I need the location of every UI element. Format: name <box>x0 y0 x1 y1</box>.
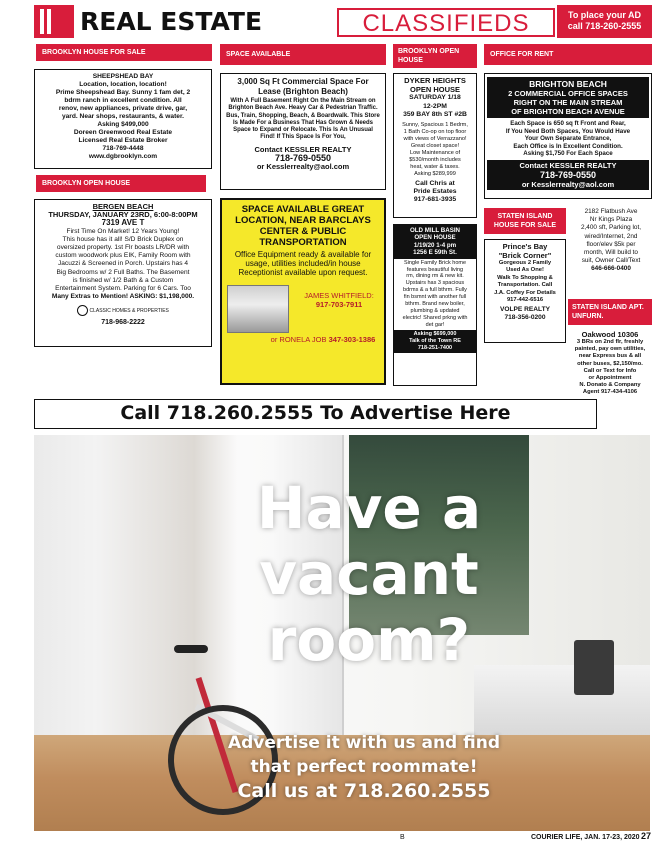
ad-line: Each Office is In Excellent Condition. <box>513 142 623 150</box>
ad-phone: 718-769-0550 <box>539 169 597 180</box>
ad-line: Upstairs has 3 spacious <box>405 280 465 287</box>
ad-line: Call or Text for Info <box>583 367 637 374</box>
ad-line: fin bsmnt with another full <box>403 294 467 301</box>
advertise-here-banner[interactable]: Call 718.260.2555 To Advertise Here <box>34 399 597 429</box>
section-header-si-house-sale: STATEN ISLAND HOUSE FOR SALE <box>484 208 566 234</box>
ad-line: Asking $289,999 <box>414 170 456 177</box>
classic-homes-logo <box>39 305 207 316</box>
ad-dyker-heights <box>393 73 477 218</box>
ad-line: Sunny, Spacious 1 Bedrm, <box>402 121 468 128</box>
ad-line: 917-442-6516 <box>506 297 544 304</box>
ad-line: near Express bus & all <box>578 353 642 360</box>
masthead <box>34 5 652 38</box>
building-photo <box>227 285 289 333</box>
side-table <box>474 665 650 735</box>
ad-line: J.A. Coffey For Details <box>494 289 556 296</box>
column-office-rent <box>484 44 652 396</box>
ad-email: or Kesslerrealty@aol.com <box>256 162 350 172</box>
ad-line: OPEN HOUSE <box>409 85 460 94</box>
ad-line: floor/elev $5k per <box>586 240 636 248</box>
contact-phone: 347-303-1386 <box>328 335 376 344</box>
promo-headline <box>154 475 584 673</box>
ad-line: OLD MILL BASIN <box>409 227 461 234</box>
ad-line: DYKER HEIGHTS <box>404 76 466 85</box>
ad-line: yard. Near shops, restaurants, & water. <box>61 113 185 120</box>
masthead-title: REAL ESTATE <box>80 7 263 36</box>
ad-line: 359 BAY 8th ST #2B <box>403 111 467 118</box>
ad-line: other buses, $2,150/mo. <box>577 360 643 367</box>
ad-address: 7319 AVE T <box>101 218 145 228</box>
section-header-office-rent: OFFICE FOR RENT <box>484 44 652 65</box>
ad-contacts <box>297 291 381 309</box>
ad-line: 718-769-4448 <box>102 145 144 152</box>
ad-phone: 718-968-2222 <box>101 319 145 327</box>
section-header-brooklyn-house-sale: BROOKLYN HOUSE FOR SALE <box>36 44 212 61</box>
contact-name: JAMES WHITFIELD: <box>304 291 374 300</box>
ad-line: Agent 917-434-4106 <box>582 389 638 396</box>
ad-line: 718-251-7400 <box>417 344 453 351</box>
ad-line: Call Chris at <box>415 179 455 187</box>
ad-line: Transportation. Call <box>497 282 553 289</box>
ad-line: www.dgbrooklyn.com <box>88 153 158 160</box>
ad-line: 2 COMMERCIAL OFFICE SPACES <box>508 89 628 98</box>
ad-head-block <box>394 225 476 259</box>
staten-island-house-col <box>484 208 566 343</box>
ad-line: renov, new appliances, private drive, gar, <box>58 105 188 112</box>
ad-line: OF BRIGHTON BEACH AVENUE <box>511 107 625 116</box>
ad-bergen-beach <box>34 199 212 347</box>
ad-body <box>394 259 476 330</box>
ad-line: Many Extras to Mention! ASKING: $1,198,000. <box>51 293 195 301</box>
ad-contact-2 <box>265 335 381 344</box>
ad-line: Talk of the Town RE <box>409 337 461 344</box>
masthead-subtitle: CLASSIFIEDS <box>337 8 555 37</box>
ad-line: bthrm. Brand new boiler, <box>405 301 465 308</box>
ad-line: with views of Verrazzano! <box>403 135 467 142</box>
ad-sheepshead-bay <box>34 69 212 169</box>
ad-body: Office Equipment ready & available for usage, utilities included/in house Receptionist available upon request. <box>234 250 372 277</box>
cta-line-2: call 718-260-2555 <box>567 21 642 31</box>
ad-line: Jacuzzi & Screened in Porch. Upstairs has 4 <box>57 260 189 268</box>
promo-subtext <box>154 731 574 803</box>
ad-email: or Kesslerrealty@aol.com <box>521 179 615 189</box>
vacant-room-promo <box>34 435 650 831</box>
sub-line: Call us at 718.260.2555 <box>237 780 491 802</box>
ad-date: THURSDAY, JANUARY 23RD, 6:00-8:00PM <box>48 210 198 220</box>
ad-line: OPEN HOUSE <box>414 234 456 242</box>
ad-line: BRIGHTON BEACH <box>529 79 607 89</box>
ad-line: RIGHT ON THE MAIN STREAM <box>513 98 623 107</box>
ad-line: This house has it all! S/D Brick Duplex on <box>62 235 184 243</box>
section-header-brooklyn-open-house-2: BROOKLYN OPEN HOUSE <box>393 44 477 68</box>
ad-line: 1256 E 59th St. <box>413 249 457 257</box>
ad-line: painted, pay own utilities, <box>574 346 646 353</box>
ad-line: Nr Kings Plaza <box>589 216 633 224</box>
ad-flatbush-ave <box>570 208 652 274</box>
ad-line: Big Bedrooms w/ 2 Full Baths. The Basement <box>56 268 190 276</box>
ad-line: rm, dining rm & new kit. <box>406 273 464 280</box>
ad-title: BERGEN BEACH <box>92 202 154 211</box>
ad-title: 3,000 Sq Ft Commercial Space For Lease (Brighton Beach) <box>237 77 369 96</box>
ad-line: Pride Estates <box>413 187 457 195</box>
page-number: 27 <box>641 831 652 841</box>
section-header-si-apt-unfurn: STATEN ISLAND APT. UNFURN. <box>568 299 652 325</box>
sub-line: Advertise it with us and find <box>227 733 501 753</box>
ad-line: Entertainment System. Parking for 6 Cars. Too <box>55 285 191 293</box>
ad-barclays-space <box>220 198 386 385</box>
ad-line: 1 Bath Co-op on top floor <box>403 128 467 135</box>
ad-line: Single Family Brick home <box>403 259 467 266</box>
headline-line: Have a <box>256 474 482 542</box>
ad-line: is finished w/ 1/2 Bath & a Custom <box>72 276 174 284</box>
contact-name: or RONELA JOB <box>270 335 327 344</box>
ad-line: N. Donato & Company <box>579 382 641 389</box>
column-space-available <box>220 44 386 385</box>
ad-line: bdrms & a full bthrm. Fully <box>403 287 467 294</box>
ad-line: Location, location, location! <box>79 81 167 88</box>
ad-line: SHEEPSHEAD BAY <box>92 73 154 80</box>
ad-line: Prime Sheepshead Bay. Sunny 1 fam det, 2 <box>55 89 191 96</box>
ad-line: 646-666-0400 <box>591 265 631 273</box>
section-header-space-available: SPACE AVAILABLE <box>220 44 386 65</box>
ad-contact: Contact KESSLER REALTY <box>519 160 617 170</box>
ad-body: With A Full Basement Right On the Main Stream on Brighton Beach Ave. Heavy Car & Pedestrian Traffic. Bus, Train, Shopping, Beach, & Boardwalk. This Store Is Made For a Business That Has Grown & Needs Space to Expand or Relocate. This Is An Unusual Find! If This Space Is For You, <box>226 98 380 141</box>
ad-line: Licensed Real Estate Broker <box>78 137 168 144</box>
ad-line: If You Need Both Spaces, You Would Have <box>505 127 631 135</box>
issue-line: COURIER LIFE, JAN. 17-23, 2020 <box>531 834 640 841</box>
ad-line: 718-356-0200 <box>504 313 546 321</box>
column-brooklyn-open-house <box>393 44 477 386</box>
ad-line: 1/19/20 1-4 pm <box>413 241 457 249</box>
ad-line: custom woodwork plus EIK, Family Room with <box>55 252 191 260</box>
ad-line: 917-681-3935 <box>413 195 457 203</box>
ad-line: month, Will build to <box>584 249 638 257</box>
ad-line: $530/month includes <box>409 156 461 163</box>
ad-line: or Appointment <box>588 375 632 382</box>
staten-island-apt-col <box>568 299 652 397</box>
ad-line: plumbing & updated <box>410 307 460 314</box>
ad-line: SATURDAY 1/18 <box>409 94 461 101</box>
ad-line: Oakwood 10306 <box>581 330 639 339</box>
ad-line: Low Maintenance of <box>409 149 461 156</box>
section-marker: B <box>400 834 405 841</box>
ad-line: Walk To Shopping & <box>497 274 553 281</box>
logo-mark-icon <box>77 305 88 316</box>
ad-line: 3 BRs on 2nd flr, freshly <box>576 339 644 345</box>
ad-line: wired/Internet, 2nd <box>584 232 638 240</box>
ad-line: det gar! <box>425 321 445 328</box>
ad-contact: Contact KESSLER REALTY <box>254 144 352 154</box>
ad-line: heat, water & taxes. <box>410 163 460 170</box>
ad-line: Asking $699,000 <box>413 330 457 337</box>
ad-line: 2182 Flatbush Ave <box>584 208 638 215</box>
ad-oakwood <box>568 330 652 397</box>
column-brooklyn-sale <box>34 44 212 347</box>
headline-line: room? <box>267 606 471 674</box>
ad-line: Doreen Greenwood Real Estate <box>73 129 173 136</box>
ad-line: VOLPE REALTY <box>499 306 551 314</box>
ad-line: Used As One! <box>506 267 544 274</box>
ad-line: First Time On Market! 12 Years Young! <box>66 227 180 235</box>
ad-footer-block <box>394 330 476 354</box>
ad-brighton-beach-offices <box>484 73 652 199</box>
ad-line: "Brick Corner" <box>498 251 552 260</box>
ad-line: Each Space is 650 sq ft Front and Rear, <box>510 120 626 127</box>
ad-line: bdrm ranch in excellent condition. All <box>64 97 182 104</box>
ad-phone: 718-769-0550 <box>274 153 332 164</box>
ad-line: features beautiful living <box>406 266 464 273</box>
ad-line: suit, Owner Call/Text <box>581 257 641 265</box>
ad-commercial-space <box>220 73 386 190</box>
contact-phone: 917-703-7911 <box>315 300 363 309</box>
masthead-logo-bars <box>34 5 74 38</box>
ad-line: 2,400 sft, Parking lot, <box>580 224 642 232</box>
logo-text: CLASSIC HOMES & PROPERTIES <box>89 308 169 315</box>
ad-line: electric! Shared prkng with <box>402 314 468 321</box>
ad-title-block <box>487 77 649 118</box>
ad-line: oversized property. 1st Flr boasts LR/DR with <box>56 244 190 252</box>
ad-line: Asking $1,750 For Each Space <box>523 150 613 158</box>
ad-line: Your Own Separate Entrance, <box>524 135 612 143</box>
ad-line: Prince's Bay <box>502 242 548 251</box>
headline-line: vacant <box>259 540 479 608</box>
cta-line-1: To place your AD <box>567 10 641 20</box>
ad-princes-bay <box>484 239 566 343</box>
place-ad-cta[interactable] <box>557 5 652 38</box>
ad-image-row <box>225 283 381 353</box>
ad-contact-block <box>487 160 649 190</box>
ad-line: Asking $499,000 <box>97 121 149 128</box>
sub-line: that perfect roommate! <box>250 757 478 777</box>
ad-line: Great closet space! <box>410 142 460 149</box>
section-header-brooklyn-open-house: BROOKLYN OPEN HOUSE <box>36 175 206 192</box>
ad-old-mill-basin <box>393 224 477 386</box>
ad-title: SPACE AVAILABLE GREAT LOCATION, NEAR BARCLAYS CENTER & PUBLIC TRANSPORTATION <box>235 204 371 248</box>
ad-line: 12-2PM <box>423 102 447 110</box>
ad-line: Gorgeous 2 Family <box>498 260 552 266</box>
